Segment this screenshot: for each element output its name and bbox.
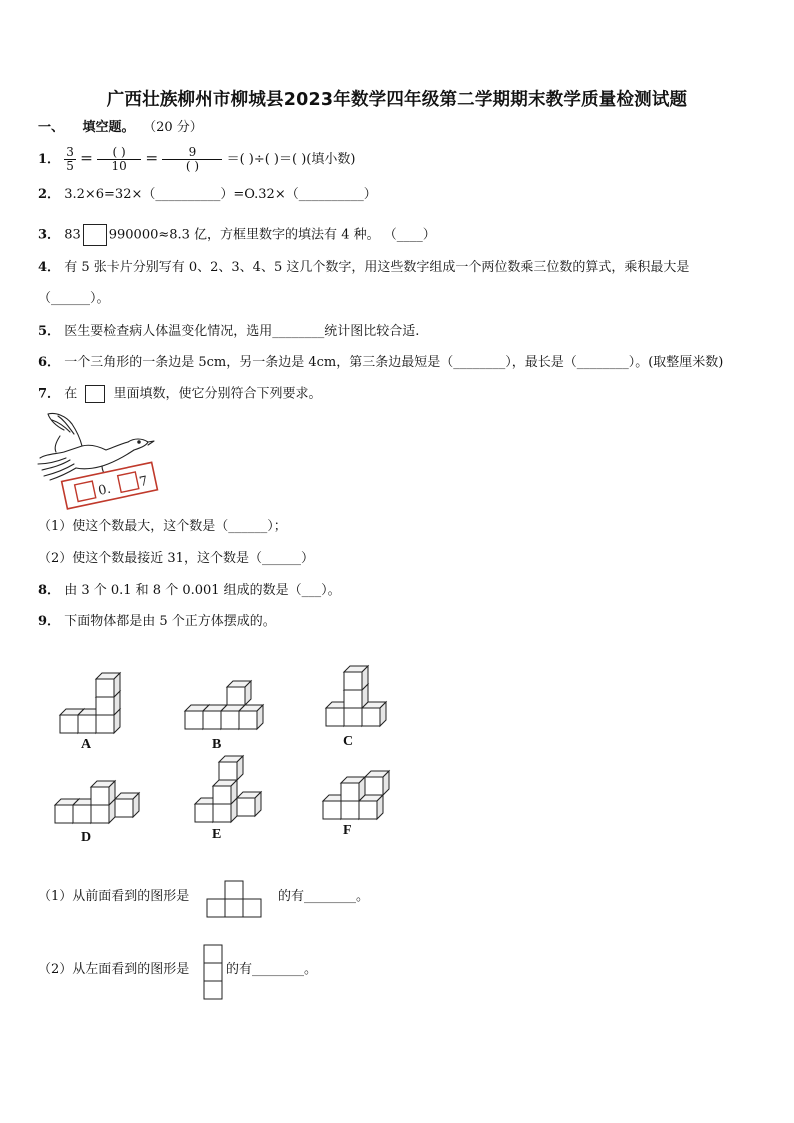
- shape-label-b: B: [212, 737, 222, 752]
- question-text: 3.2×6=32×（__________）=O.32×（__________）: [64, 187, 377, 202]
- fraction-denominator: ( ): [185, 159, 200, 173]
- question-number: 4．: [38, 260, 61, 275]
- cube: [219, 756, 243, 780]
- card-decimal-text: 0.: [96, 481, 113, 499]
- cube: [213, 780, 237, 804]
- question-number: 8．: [38, 583, 61, 598]
- fraction-numerator: ( ): [97, 146, 141, 160]
- question-number: 9．: [38, 614, 61, 629]
- question-number: 7．: [38, 386, 61, 402]
- section-name: 填空题。: [82, 120, 135, 135]
- cube: [341, 777, 365, 801]
- question-text: ＝( )÷( )＝( )(填小数): [226, 152, 356, 167]
- cube: [365, 771, 389, 795]
- cube: [239, 705, 263, 729]
- question-text: （2）从左面看到的图形是: [38, 962, 190, 977]
- question-number: 2．: [38, 187, 61, 202]
- page-title: 广西壮族柳州市柳城县2023年数学四年级第二学期期末教学质量检测试题: [106, 90, 688, 110]
- cube: [115, 793, 139, 817]
- cube: [96, 673, 120, 697]
- question-7-sub-2: （2）使这个数最接近 31，这个数是（______）: [38, 551, 314, 566]
- section-label: 一、: [38, 120, 65, 135]
- question-text: 在: [64, 386, 78, 402]
- question-9-sub-1-tail: 的有________。: [278, 889, 370, 904]
- question-9-sub-2: [38, 962, 189, 978]
- fraction-numerator: 3: [66, 145, 74, 159]
- shape-label-d: D: [81, 830, 92, 845]
- question-number: 5．: [38, 324, 61, 339]
- question-text: 990000≈8.3 亿，方框里数字的填法有 4 种。 （____）: [108, 227, 436, 243]
- shape-label-c: C: [343, 734, 354, 749]
- question-text: 下面物体都是由 5 个正方体摆成的。: [64, 614, 276, 629]
- cube: [344, 666, 368, 690]
- question-number: 6．: [38, 355, 61, 370]
- fraction-denominator: 10: [111, 159, 127, 173]
- question-text: 有 5 张卡片分别写有 0、2、3、4、5 这几个数字，用这些数字组成一个两位数乘三位数的算式，乘积最大是: [64, 260, 690, 275]
- question-text: 里面填数，使它分别符合下列要求。: [113, 386, 322, 402]
- question-7-sub-1: （1）使这个数最大，这个数是（______）；: [38, 519, 287, 534]
- front-view-icon: [207, 880, 263, 918]
- question-9-sub-2-tail: 的有________。: [226, 962, 318, 977]
- question-4-line-2: （______）。: [38, 291, 110, 306]
- cube: [362, 702, 386, 726]
- question-text: （1）从前面看到的图形是: [38, 889, 190, 904]
- shape-label-e: E: [212, 827, 222, 842]
- question-number: 1．: [38, 152, 61, 167]
- equals-sign: ＝: [79, 152, 93, 167]
- equals-sign: ＝: [145, 152, 159, 167]
- question-9-sub-1: [38, 889, 189, 905]
- cube: [359, 795, 383, 819]
- left-view-icon: [203, 944, 223, 1000]
- question-text: 83: [64, 227, 81, 243]
- question-text: 一个三角形的一条边是 5cm，另一条边是 4cm，第三条边最短是（________），最长是（________）。(取整厘米数): [64, 355, 724, 370]
- section-points: （20 分）: [143, 120, 203, 135]
- cube: [237, 792, 261, 816]
- fraction-numerator: 9: [162, 146, 222, 160]
- cube: [91, 781, 115, 805]
- question-text: 由 3 个 0.1 和 8 个 0.001 组成的数是（___）。: [64, 583, 341, 598]
- cube: [227, 681, 251, 705]
- fraction-denominator: 5: [66, 159, 74, 173]
- card-digit-text: 7: [138, 473, 150, 491]
- question-text: 医生要检查病人体温变化情况，选用________统计图比较合适.: [64, 324, 420, 339]
- shape-label-a: A: [81, 737, 92, 752]
- shape-label-f: F: [343, 823, 352, 838]
- question-number: 3．: [38, 227, 61, 243]
